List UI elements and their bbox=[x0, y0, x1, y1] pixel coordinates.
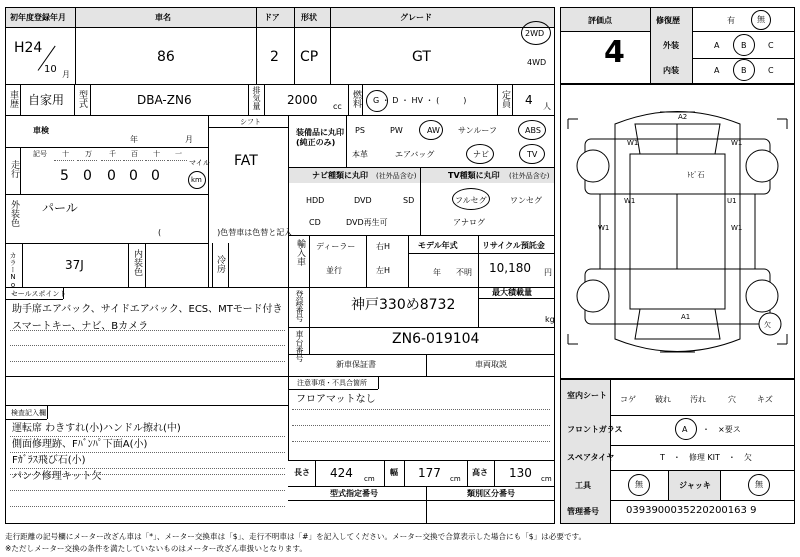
damage-mark: ﾄﾋﾞ石 bbox=[687, 171, 705, 179]
wheel-front-left bbox=[577, 150, 609, 182]
inspector-label: 検査記入欄 bbox=[11, 409, 46, 417]
model-name-label: 車名 bbox=[155, 13, 171, 22]
width-unit: cm bbox=[450, 475, 461, 483]
digit-header: 一 bbox=[175, 150, 182, 158]
first-reg-month: 10 bbox=[44, 64, 57, 75]
damage-mark: W1 bbox=[627, 139, 639, 147]
ac-label: 冷房 bbox=[215, 255, 225, 273]
odometer-digit: 0 bbox=[83, 168, 92, 184]
tv-type: フルセグ bbox=[455, 196, 487, 205]
recycle-label: リサイクル預託金 bbox=[482, 241, 545, 250]
equipment-item: AW bbox=[427, 126, 440, 135]
digit-header: 百 bbox=[131, 150, 138, 158]
lhd-label: 左H bbox=[376, 266, 391, 275]
mgmt-number: 0393900035220200163 9 bbox=[626, 505, 757, 516]
dealer-label: ディーラー bbox=[316, 242, 356, 251]
inspector-note-line: パンク修理キット欠 bbox=[12, 471, 102, 482]
exterior-grade-a: A bbox=[714, 41, 720, 50]
nav-type: DVD bbox=[354, 196, 372, 205]
grade-label: グレード bbox=[400, 13, 432, 22]
mile-label: マイル bbox=[189, 159, 210, 167]
kiroku-label: 記号 bbox=[33, 150, 47, 158]
notes-text: フロアマットなし bbox=[296, 394, 376, 405]
length: 424 bbox=[330, 466, 353, 480]
chassis-number: ZN6-019104 bbox=[392, 331, 480, 347]
equipment-item: ABS bbox=[525, 126, 541, 135]
score-label: 評価点 bbox=[588, 16, 612, 25]
spare-tire-label: スペアタイヤ bbox=[567, 453, 615, 462]
odometer-digit: 0 bbox=[107, 168, 116, 184]
equipment-item: TV bbox=[527, 150, 538, 159]
seat-option: コゲ bbox=[620, 395, 636, 404]
type: DBA-ZN6 bbox=[137, 93, 192, 107]
import-label: 輸入車 bbox=[295, 239, 305, 266]
manual-label: 車両取説 bbox=[475, 360, 507, 369]
odometer-digit: 0 bbox=[151, 168, 160, 184]
first-reg-month-unit: 月 bbox=[62, 70, 70, 79]
first-reg-label: 初年度登録年月 bbox=[10, 13, 66, 22]
equipment-item: エアバッグ bbox=[395, 150, 435, 159]
first-reg-era-year: H24 bbox=[14, 40, 43, 56]
displacement-label: 排気量 bbox=[252, 86, 261, 110]
damage-mark: W1 bbox=[731, 224, 743, 232]
footer-line-1: 走行距離の記号欄にメーター改ざん車は「*」、メーター交換車は「$」、走行不明車は「#」を記入してください。メーター交換で合算表示した場合にも「$」は必要です。 bbox=[5, 532, 587, 541]
nav-type: CD bbox=[309, 218, 321, 227]
wheel-front-right bbox=[746, 150, 778, 182]
usage: 自家用 bbox=[28, 93, 65, 107]
grade: GT bbox=[412, 49, 431, 65]
damage-mark: 欠 bbox=[764, 321, 771, 329]
drive-4wd: 4WD bbox=[527, 58, 547, 67]
plate-number: 神戸330め8732 bbox=[351, 297, 456, 313]
capacity-label: 定員 bbox=[500, 90, 510, 108]
color-label: 外装色 bbox=[9, 200, 19, 227]
wheel-rear-left bbox=[577, 280, 609, 312]
footer-line-2: ※ただしメーター交換の条件を満たしていないものはメーター改ざん車扱いとなります。 bbox=[5, 544, 307, 553]
damage-mark: W1 bbox=[731, 139, 743, 147]
windshield-a: A bbox=[682, 425, 688, 434]
parallel-label: 並行 bbox=[326, 266, 342, 275]
sales-point-line: 助手席エアバック、サイドエアバック、ECS、MTモード付き bbox=[12, 304, 283, 315]
equipment-item: PW bbox=[390, 126, 403, 135]
fuel-options: G ・ D ・ HV ・ ( ) bbox=[373, 96, 467, 105]
shaken-month-unit: 月 bbox=[185, 135, 193, 144]
equipment-item: 本革 bbox=[352, 150, 368, 159]
nav-note: (社外品含む) bbox=[376, 172, 417, 180]
capacity: 4 bbox=[525, 93, 533, 107]
tools-value: 無 bbox=[635, 480, 643, 489]
damage-mark: A1 bbox=[681, 313, 691, 321]
model-year-unknown: 不明 bbox=[456, 268, 472, 277]
windshield-options: ・ ×要ス bbox=[702, 425, 741, 434]
shaken-label: 車検 bbox=[33, 126, 49, 135]
color-code: 37J bbox=[65, 258, 84, 272]
capacity-unit: 人 bbox=[543, 102, 551, 111]
body-type: CP bbox=[300, 49, 319, 65]
equipment-item: PS bbox=[355, 126, 365, 135]
odometer-digit: 0 bbox=[129, 168, 138, 184]
mgmt-label: 管理番号 bbox=[567, 507, 599, 516]
interior-label: 内装 bbox=[663, 66, 679, 75]
repair-yes: 有 bbox=[727, 16, 735, 25]
doors-label: ドア bbox=[264, 13, 280, 22]
color-code-label: カラーNo. bbox=[9, 252, 17, 297]
doors: 2 bbox=[270, 49, 279, 65]
digit-header: 十 bbox=[62, 150, 69, 158]
interior-color-label: 内装色 bbox=[132, 249, 142, 276]
exterior-grade-c: C bbox=[768, 41, 774, 50]
nav-type: DVD再生可 bbox=[346, 218, 388, 227]
registration-label: 登録番号 bbox=[295, 290, 304, 322]
digit-header: 万 bbox=[85, 150, 92, 158]
tools-label: 工具 bbox=[575, 481, 591, 490]
odometer-digit: 5 bbox=[60, 168, 69, 184]
inspector-note-line: 運転席 わきすれ(小)ハンドル擦れ(中) bbox=[12, 423, 181, 434]
damage-mark: W1 bbox=[598, 224, 610, 232]
height: 130 bbox=[509, 466, 532, 480]
wheel-rear-right bbox=[746, 280, 778, 312]
interior-grade-b: B bbox=[741, 66, 747, 75]
type-spec-label: 型式指定番号 bbox=[330, 489, 378, 498]
repair-label: 修復歴 bbox=[656, 16, 680, 25]
nav-title: ナビ種類に丸印 bbox=[312, 171, 368, 180]
height-unit: cm bbox=[541, 475, 552, 483]
jack-value: 無 bbox=[755, 480, 763, 489]
sales-label: セールスポイント bbox=[11, 290, 67, 298]
length-label: 長さ bbox=[294, 468, 310, 477]
max-load-unit: kg bbox=[545, 315, 555, 324]
displacement: 2000 bbox=[287, 93, 318, 107]
body-label: 形状 bbox=[301, 13, 317, 22]
recycle-yen: 円 bbox=[544, 268, 552, 277]
nav-type: HDD bbox=[306, 196, 325, 205]
model-year-label: モデル年式 bbox=[418, 241, 458, 250]
recycle-amount: 10,180 bbox=[489, 261, 531, 275]
tv-title: TV種類に丸印 bbox=[448, 171, 500, 180]
tv-type: ワンセグ bbox=[510, 196, 542, 205]
width-label: 幅 bbox=[390, 468, 398, 477]
height-label: 高さ bbox=[472, 468, 488, 477]
color-value: パール bbox=[42, 201, 78, 215]
inspector-note-line: 側面修理跡、Fﾊﾞﾝﾊﾟ下面A(小) bbox=[12, 439, 148, 450]
digit-header: 千 bbox=[109, 150, 116, 158]
model-year-unit: 年 bbox=[433, 268, 441, 277]
seat-option: 汚れ bbox=[690, 395, 706, 404]
seat-option: キズ bbox=[757, 395, 773, 404]
windshield-label: フロントガラス bbox=[567, 425, 623, 434]
damage-mark: W1 bbox=[624, 197, 636, 205]
exterior-label: 外装 bbox=[663, 41, 679, 50]
seat-option: 穴 bbox=[728, 395, 736, 404]
rhd-label: 右H bbox=[376, 242, 391, 251]
mileage-label: 走行 bbox=[9, 160, 19, 178]
equipment-item: ナビ bbox=[473, 150, 489, 159]
score-value: 4 bbox=[604, 35, 625, 70]
car-diagram-svg bbox=[560, 84, 795, 379]
max-load-label: 最大積載量 bbox=[492, 288, 532, 297]
shaken-year-unit: 年 bbox=[130, 135, 138, 144]
length-unit: cm bbox=[364, 475, 375, 483]
color-note: ( )色替車は色替と記入 bbox=[158, 228, 293, 237]
fullseg-circle bbox=[452, 188, 490, 210]
interior-grade-a: A bbox=[714, 66, 720, 75]
spare-tire-options: T ・ 修理 KIT ・ 欠 bbox=[660, 453, 752, 462]
displacement-unit: cc bbox=[333, 102, 342, 111]
model-name: 86 bbox=[157, 49, 175, 65]
damage-mark: U1 bbox=[727, 197, 737, 205]
equipment-item: サンルーフ bbox=[458, 126, 497, 135]
inspector-note-line: Fｶﾞﾗｽ飛び石(小) bbox=[12, 455, 86, 466]
usage-label: 車歴 bbox=[8, 90, 18, 108]
category-label: 類別区分番号 bbox=[467, 489, 515, 498]
seat-label: 室内シート bbox=[567, 391, 607, 400]
warranty-label: 新車保証書 bbox=[336, 360, 376, 369]
chassis-label: 車台番号 bbox=[295, 330, 304, 362]
shift-label: シフト bbox=[240, 118, 261, 126]
digit-header: 十 bbox=[153, 150, 160, 158]
type-label: 型式 bbox=[77, 90, 87, 108]
repair-none: 無 bbox=[757, 15, 765, 24]
drive-2wd: 2WD bbox=[525, 29, 545, 38]
sales-point-line: スマートキー、ナビ、Bカメラ bbox=[12, 321, 149, 332]
equipment-label: 装備品に丸印(純正のみ) bbox=[296, 128, 344, 148]
damage-mark: A2 bbox=[678, 113, 688, 121]
tv-note: (社外品含む) bbox=[509, 172, 550, 180]
notes-label: 注意事項・不具合箇所 bbox=[297, 379, 367, 387]
fuel-label: 燃料 bbox=[351, 90, 361, 108]
seat-option: 破れ bbox=[655, 395, 671, 404]
tv-type: アナログ bbox=[453, 218, 485, 227]
interior-grade-c: C bbox=[768, 66, 774, 75]
car-rear-section bbox=[585, 269, 770, 324]
nav-type: SD bbox=[403, 196, 415, 205]
jack-label: ジャッキ bbox=[679, 481, 711, 490]
km-label: km bbox=[191, 176, 202, 184]
exterior-grade-b: B bbox=[741, 41, 747, 50]
width: 177 bbox=[418, 466, 441, 480]
shift: FAT bbox=[234, 153, 258, 169]
